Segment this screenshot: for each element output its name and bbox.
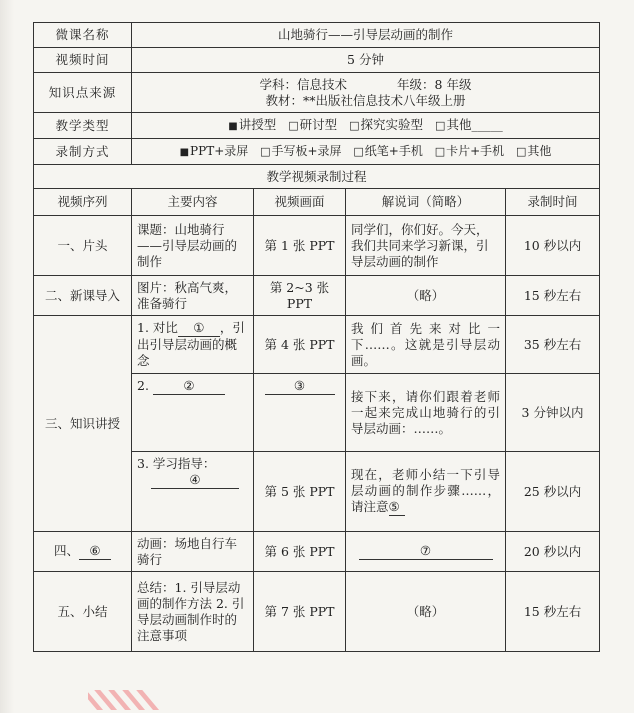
narration-cell: （略） [346, 276, 506, 316]
narration-text: 现在，老师小结一下引导层动画的制作步骤……，请注意 [351, 467, 500, 514]
record-options [132, 139, 600, 165]
watermark-mark [88, 690, 178, 710]
col-seq: 视频序列 [34, 189, 132, 216]
type-option-discussion[interactable]: □ 研讨型 [288, 117, 337, 132]
blank-7[interactable]: ⑦ [359, 543, 493, 560]
source-line2: 教材：**出版社信息技术八年级上册 [265, 92, 466, 108]
type-option-other[interactable]: □ 其他_____ [435, 117, 503, 132]
blank-3[interactable]: ③ [265, 378, 335, 395]
table-row [34, 216, 600, 276]
content-cell: 动画：场地自行车骑行 [132, 532, 254, 572]
seq-text: 四、 [53, 543, 79, 558]
time-label: 视频时间 [34, 48, 132, 73]
time-cell: 25 秒以内 [506, 452, 600, 532]
content-cell: 总结：1. 引导层动画的制作方法 2. 引导层动画制作时的注意事项 [132, 572, 254, 652]
row-type [34, 113, 600, 139]
table-row [34, 316, 600, 374]
narration-cell: 同学们，你们好。今天，我们共同来学习新课，引导层动画的制作 [346, 216, 506, 276]
screen-cell: 第 7 张 PPT [254, 572, 346, 652]
col-screen: 视频画面 [254, 189, 346, 216]
seq-cell: 一、片头 [34, 216, 132, 276]
narration-cell [346, 452, 506, 532]
screen-cell: 第 5 张 PPT [254, 452, 346, 532]
lesson-plan-page [33, 22, 599, 652]
type-option-inquiry[interactable]: □ 探究实验型 [349, 117, 423, 132]
record-option-other[interactable]: □ 其他 [516, 144, 551, 158]
screen-cell [254, 374, 346, 452]
source-label: 知识点来源 [34, 73, 132, 113]
name-label: 微课名称 [34, 23, 132, 48]
content-text: ，引出引导层动画的概念 [137, 320, 245, 368]
record-option-card[interactable]: □ 卡片+手机 [435, 144, 504, 158]
row-name [34, 23, 600, 48]
screen-cell: 第 1 张 PPT [254, 216, 346, 276]
col-time: 录制时间 [506, 189, 600, 216]
narration-cell: （略） [346, 572, 506, 652]
narration-cell: 我们首先来对比一下……。这就是引导层动画。 [346, 316, 506, 374]
content-text: 2. [137, 378, 149, 393]
content-cell: 图片：秋高气爽，准备骑行 [132, 276, 254, 316]
time-cell: 15 秒左右 [506, 276, 600, 316]
time-value: 5 分钟 [132, 48, 600, 73]
record-option-ppt[interactable]: ■ PPT+录屏 [180, 144, 249, 158]
type-label: 教学类型 [34, 113, 132, 139]
table-row [34, 276, 600, 316]
row-record [34, 139, 600, 165]
blank-2[interactable]: ② [153, 378, 225, 395]
table-row [34, 532, 600, 572]
screen-cell: 第 6 张 PPT [254, 532, 346, 572]
col-narration: 解说词（简略） [346, 189, 506, 216]
time-cell: 10 秒以内 [506, 216, 600, 276]
blank-4[interactable]: ④ [151, 472, 239, 489]
content-text: 1. 对比 [137, 320, 178, 335]
row-columns [34, 189, 600, 216]
type-option-lecture[interactable]: ■ 讲授型 [228, 117, 276, 132]
row-time [34, 48, 600, 73]
time-cell: 35 秒左右 [506, 316, 600, 374]
type-options [132, 113, 600, 139]
content-cell: 课题：山地骑行——引导层动画的制作 [132, 216, 254, 276]
time-cell: 15 秒左右 [506, 572, 600, 652]
record-option-paper[interactable]: □ 纸笔+手机 [353, 144, 422, 158]
seq-cell: 三、知识讲授 [34, 316, 132, 532]
col-content: 主要内容 [132, 189, 254, 216]
blank-6[interactable]: ⑥ [79, 543, 111, 560]
row-source [34, 73, 600, 113]
process-title: 教学视频录制过程 [34, 165, 600, 189]
narration-cell [346, 532, 506, 572]
time-cell: 3 分钟以内 [506, 374, 600, 452]
seq-cell [34, 532, 132, 572]
record-label: 录制方式 [34, 139, 132, 165]
table-row [34, 572, 600, 652]
seq-cell: 五、小结 [34, 572, 132, 652]
source-line1: 学科：信息技术 年级：8 年级 [259, 76, 472, 92]
row-process-title [34, 165, 600, 189]
time-cell: 20 秒以内 [506, 532, 600, 572]
page-shadow [0, 0, 14, 713]
blank-5[interactable]: ⑤ [389, 499, 405, 516]
narration-cell: 接下来，请你们跟着老师一起来完成山地骑行的引导层动画：……。 [346, 374, 506, 452]
content-text: 3. 学习指导： [137, 456, 216, 471]
content-cell [132, 316, 254, 374]
lesson-table [33, 22, 600, 652]
content-cell [132, 374, 254, 452]
seq-cell: 二、新课导入 [34, 276, 132, 316]
screen-cell: 第 4 张 PPT [254, 316, 346, 374]
record-option-tablet[interactable]: □ 手写板+录屏 [260, 144, 341, 158]
name-value: 山地骑行——引导层动画的制作 [132, 23, 600, 48]
blank-1[interactable]: ① [178, 320, 220, 337]
screen-cell: 第 2~3 张 PPT [254, 276, 346, 316]
source-value [132, 73, 600, 113]
content-cell [132, 452, 254, 532]
